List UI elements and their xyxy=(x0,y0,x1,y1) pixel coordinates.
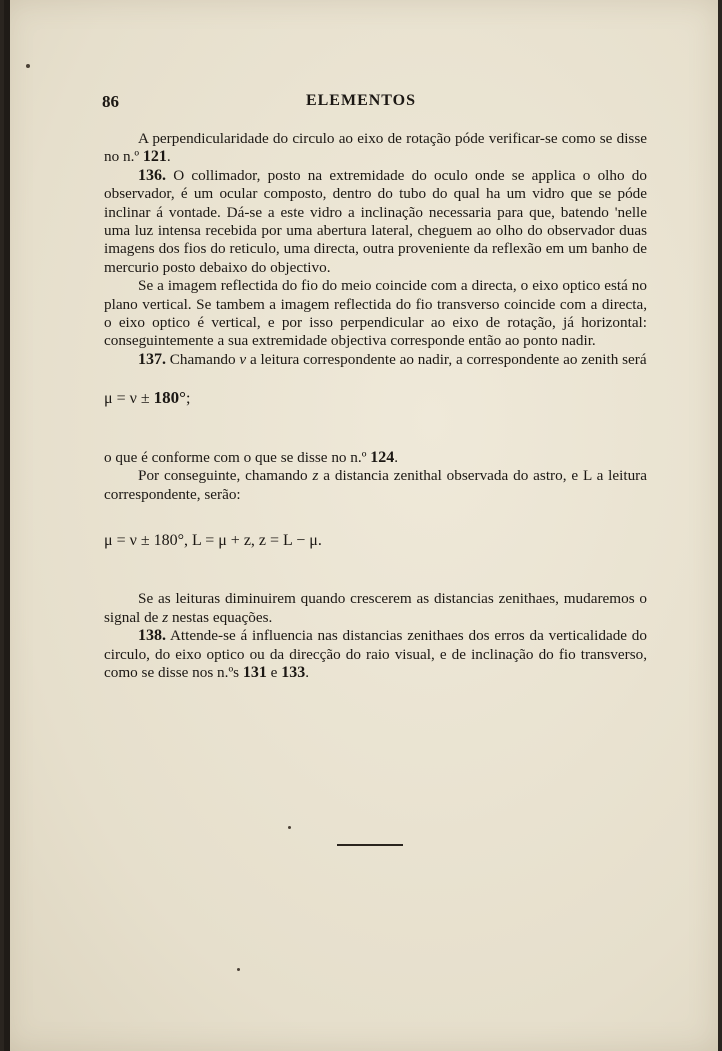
cross-reference: 124 xyxy=(370,448,395,466)
paragraph-136: 136. O collimador, posto na extremidade do oculo onde se applica o olho do observador, é um ocular composto, dentro do tubo do qual ha um vidro que se póde inclinar á vontade. Dá-se a este vidro a inclinação necessaria para que, batendo 'nelle uma luz intensa recebida por uma abertura lateral, cheguem ao olho do observador duas imagens dos fios do reticulo, uma directa, outra proveniente da reflexão em um banho de mercurio posto debaixo do objectivo. xyxy=(104,166,647,276)
paragraph: Se a imagem reflectida do fio do meio coincide com a directa, o eixo optico está no plano vertical. Se tambem a imagem reflectida do fio transverso coincide com a directa, o eixo optico é vertical, e por isso perpendicular ao eixo de rotação, já horizontal: conseguintemente a sua extremidade objectiva corresponde então ao ponto nadir. xyxy=(104,277,647,350)
paragraph: Se as leituras diminuirem quando crescerem as distancias zenithaes, mudaremos o signal de z nestas equações. xyxy=(104,590,647,626)
cross-reference: 131 xyxy=(242,663,267,681)
page-header xyxy=(4,92,718,116)
section-rule xyxy=(337,844,403,846)
body-text xyxy=(104,130,647,682)
paper-speck xyxy=(26,64,30,68)
paragraph-number: 138. xyxy=(138,627,166,645)
running-title: ELEMENTOS xyxy=(305,92,417,109)
paragraph: o que é conforme com o que se disse no n.º 124. xyxy=(104,448,399,466)
page-number: 86 xyxy=(102,92,119,111)
book-page xyxy=(4,0,718,1051)
cross-reference: 133 xyxy=(281,663,306,681)
paragraph: Por conseguinte, chamando z a distancia zenithal observada do astro, e L a leitura correspondente, serão: xyxy=(104,467,647,503)
paragraph-number: 137. xyxy=(138,350,166,368)
paragraph: A perpendicularidade do circulo ao eixo de rotação póde verificar-se como se disse no n.º 121. xyxy=(104,130,647,166)
page-gutter xyxy=(4,0,10,1051)
paragraph-137: 137. Chamando ν a leitura correspondente ao nadir, a correspondente ao zenith será xyxy=(138,350,647,368)
paragraph-138: 138. Attende-se á influencia nas distancias zenithaes dos erros da verticalidade do circulo, do eixo optico ou da direcção do raio visual, e de inclinação do fio transverso, como se disse nos n.ºs 131 e 133. xyxy=(104,627,647,681)
paper-speck xyxy=(237,968,240,971)
paper-speck xyxy=(288,826,291,829)
paragraph-number: 136. xyxy=(138,166,166,184)
formula-equations: μ = ν ± 180°, L = μ + z, z = L − μ. xyxy=(104,531,322,549)
cross-reference: 121 xyxy=(142,148,167,166)
formula-mu: μ = ν ± 180°; xyxy=(104,388,191,408)
